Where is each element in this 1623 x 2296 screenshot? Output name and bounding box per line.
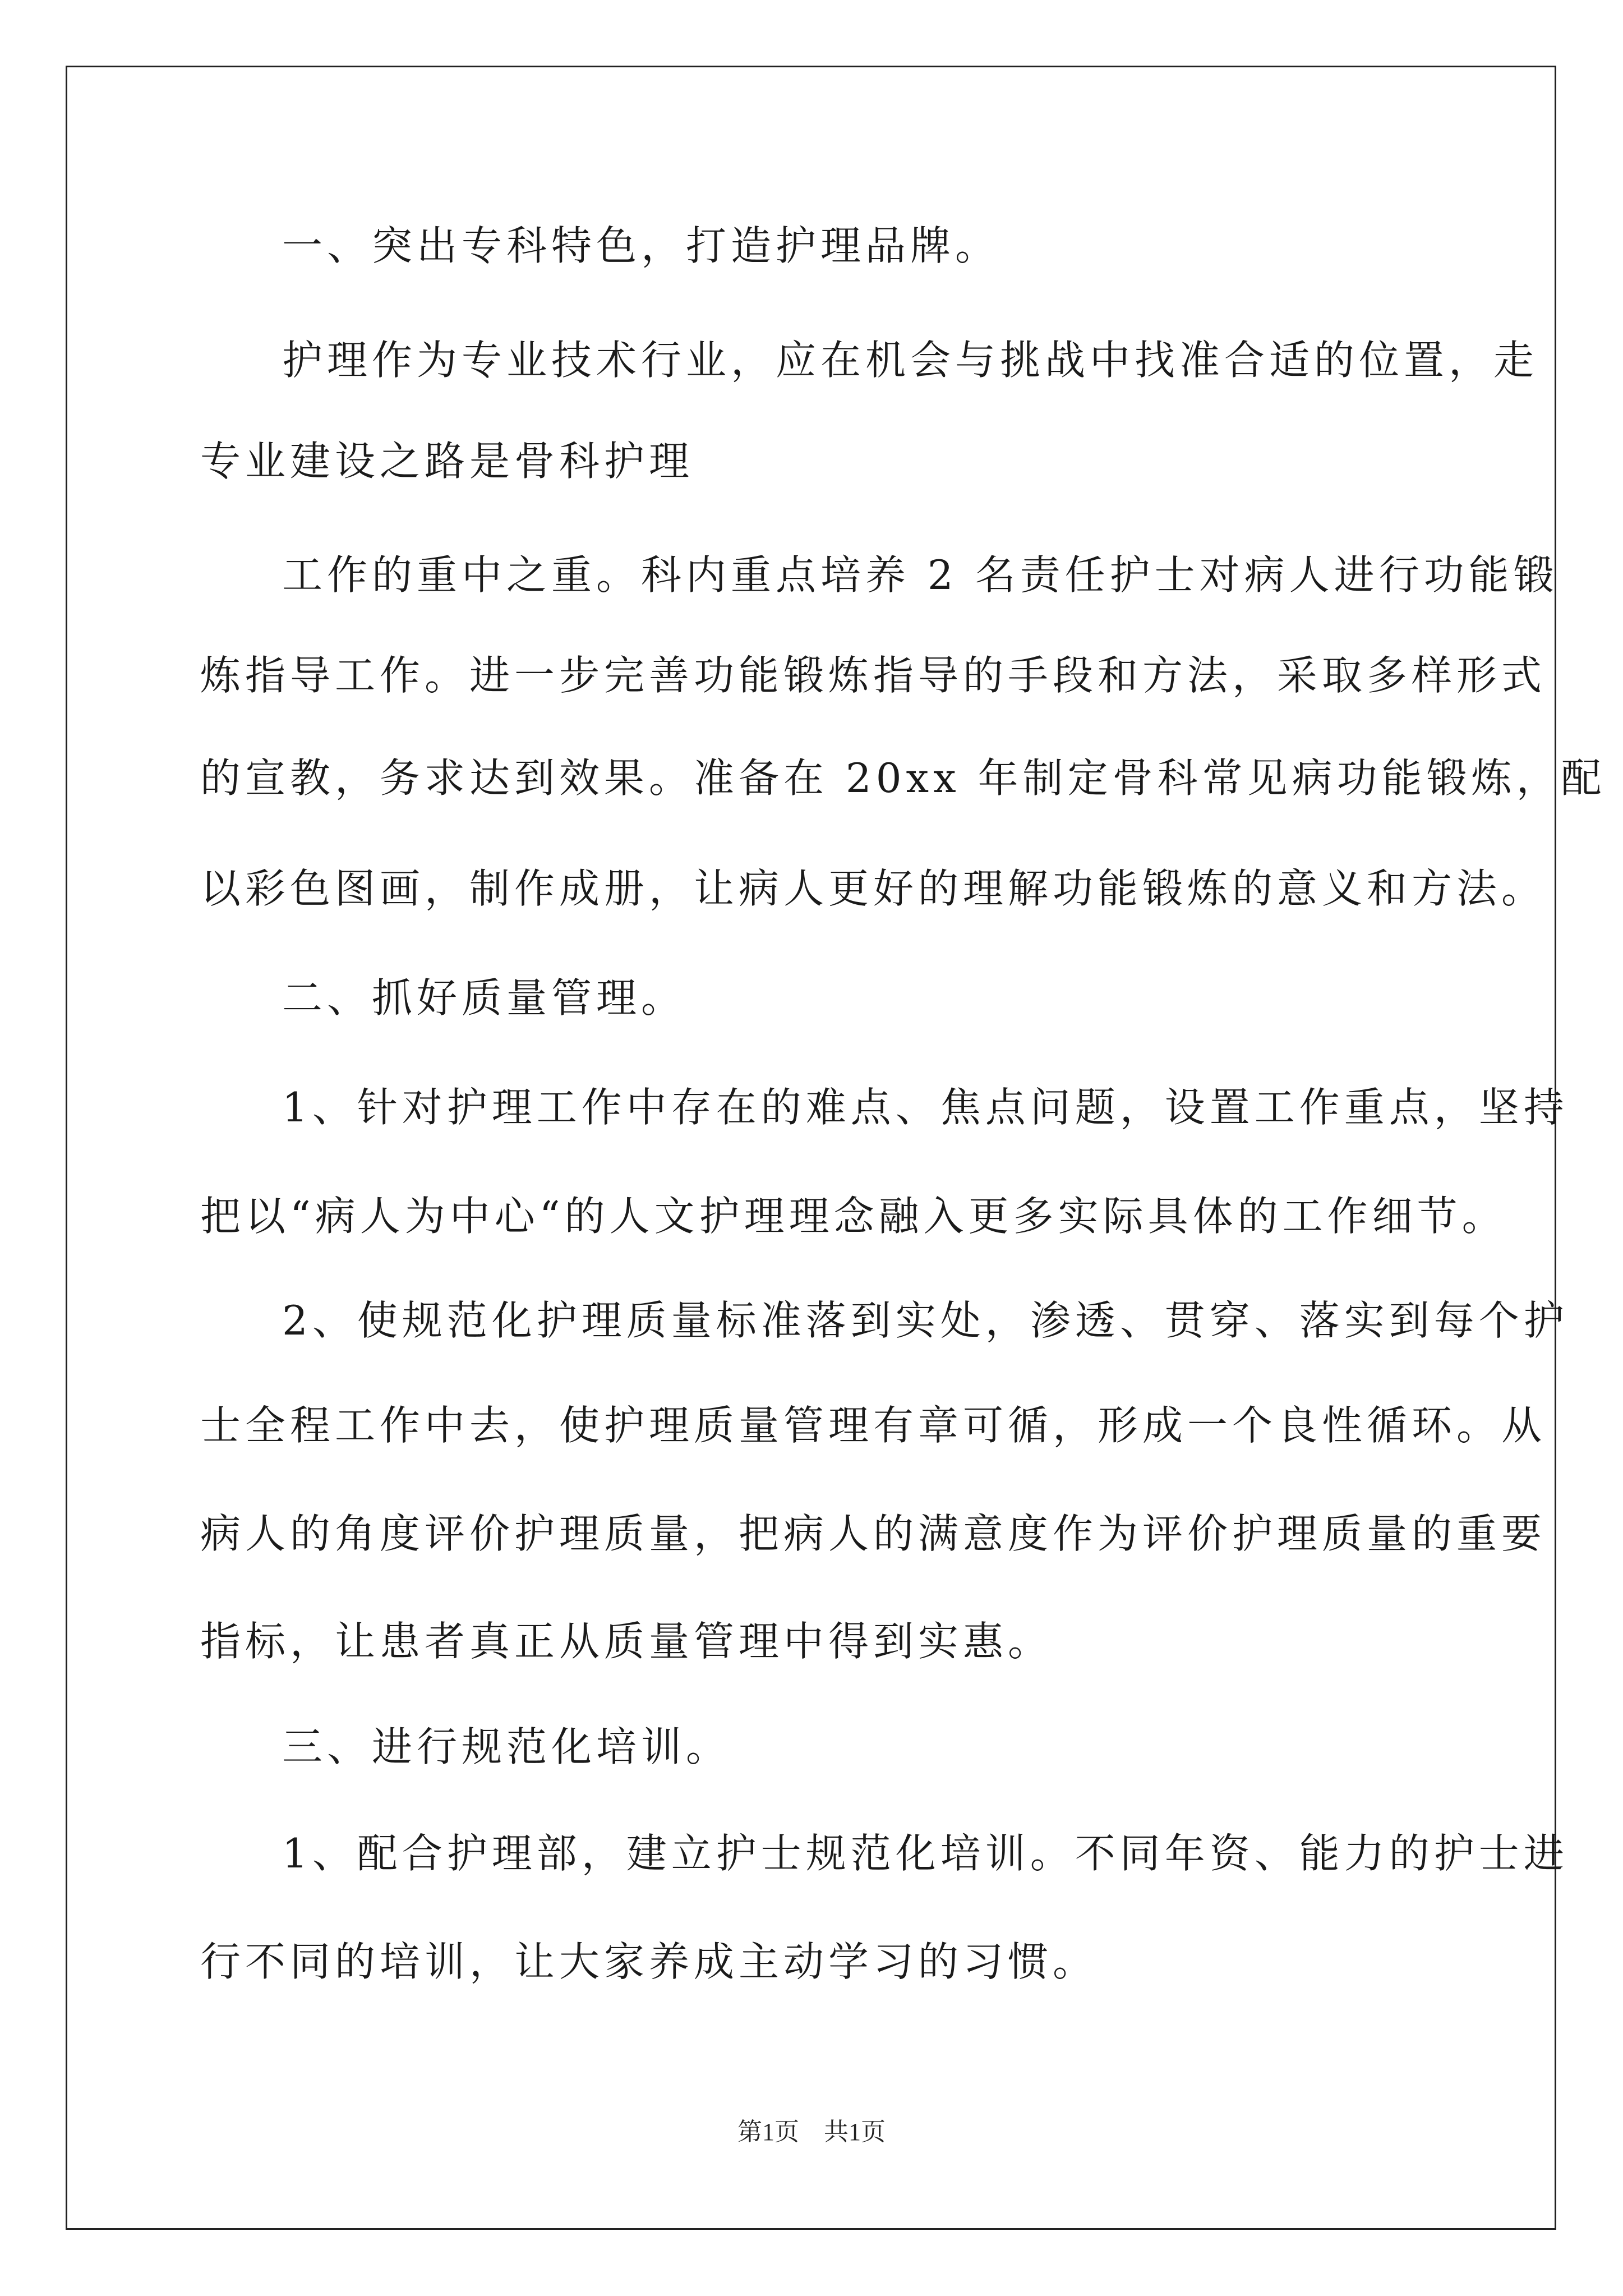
paragraph-line: 的宣教，务求达到效果。准备在 20xx 年制定骨科常见病功能锻炼，配 xyxy=(200,754,1606,802)
paragraph-line: 指标，让患者真正从质量管理中得到实惠。 xyxy=(200,1618,1053,1665)
paragraph-line: 病人的角度评价护理质量，把病人的满意度作为评价护理质量的重要 xyxy=(200,1510,1547,1557)
paragraph-line: 2、使规范化护理质量标准落到实处，渗透、贯穿、落实到每个护 xyxy=(282,1297,1569,1344)
paragraph-line: 1、配合护理部，建立护士规范化培训。不同年资、能力的护士进 xyxy=(282,1830,1569,1877)
paragraph-line: 士全程工作中去，使护理质量管理有章可循，形成一个良性循环。从 xyxy=(200,1402,1547,1449)
paragraph-line: 行不同的培训，让大家养成主动学习的习惯。 xyxy=(200,1938,1098,1985)
heading-section-1: 一、突出专科特色，打造护理品牌。 xyxy=(282,222,1000,269)
paragraph-line: 炼指导工作。进一步完善功能锻炼指导的手段和方法，采取多样形式 xyxy=(200,652,1547,699)
heading-section-2: 二、抓好质量管理。 xyxy=(282,974,686,1022)
paragraph-line: 1、针对护理工作中存在的难点、焦点问题，设置工作重点，坚持 xyxy=(282,1084,1569,1131)
page-border xyxy=(66,66,1556,2230)
heading-section-3: 三、进行规范化培训。 xyxy=(282,1723,731,1770)
page-footer: 第1页 共1页 xyxy=(737,2118,886,2146)
paragraph-line: 护理作为专业技术行业，应在机会与挑战中找准合适的位置，走 xyxy=(282,337,1539,384)
paragraph-line: 把以“病人为中心“的人文护理理念融入更多实际具体的工作细节。 xyxy=(200,1193,1507,1240)
paragraph-line: 工作的重中之重。科内重点培养 2 名责任护士对病人进行功能锻 xyxy=(282,551,1559,599)
paragraph-line: 以彩色图画，制作成册，让病人更好的理解功能锻炼的意义和方法。 xyxy=(200,865,1547,912)
paragraph-line: 专业建设之路是骨科护理 xyxy=(200,438,694,485)
